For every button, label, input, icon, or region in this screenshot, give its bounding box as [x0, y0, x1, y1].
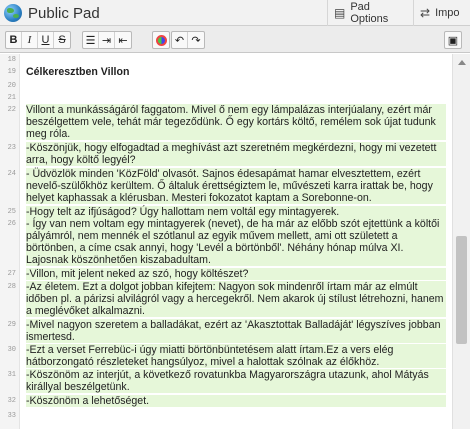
globe-icon [4, 4, 22, 22]
line-number: 25 [7, 208, 16, 216]
line-text[interactable]: -Köszönöm a lehetőséget. [26, 395, 446, 407]
save-group [444, 31, 462, 49]
line-text[interactable]: -Villon, mit jelent neked az szó, hogy költészet? [26, 268, 446, 280]
line-number: 32 [7, 397, 16, 405]
pad-title: Public Pad [28, 4, 100, 22]
line-text[interactable]: -Ezt a verset Ferrebüc-i úgy miatti börtönbüntetésem alatt írtam.Ez a vers elég hátborzongató részleteket hangsúlyoz, mivel a halottak szólnak az élőkhöz. [26, 344, 446, 368]
swap-arrows-icon: ⇄ [420, 6, 431, 20]
brand [4, 3, 100, 23]
line-number: 29 [7, 321, 16, 329]
bullet-list-icon[interactable]: ☰ [83, 32, 99, 48]
line-text[interactable]: - Így van nem voltam egy mintagyerek (nevet), de ha már az előbb szót ejtettünk a költői pályámról, nem mennék el szótlanul az egyik művem mellett, ami ott született a börtönben, a címe csak annyi, hogy 'Levél a börtönből'. Néhány hónap múlva XI. Lajosnak köszönhetően kiszabadultam. [26, 218, 446, 266]
pad-editor[interactable] [0, 54, 470, 429]
text-style-group [5, 31, 71, 49]
bold-button[interactable]: B [6, 32, 22, 48]
line-text[interactable]: -Köszönjük, hogy elfogadtad a meghívást azt szeretném megkérdezni, hogy mi vezetett arra, hogy költő legyél? [26, 142, 446, 166]
line-number: 22 [7, 106, 16, 114]
undo-icon[interactable]: ↶ [172, 32, 188, 48]
save-revision-icon[interactable]: ▣ [447, 34, 459, 47]
line-number: 28 [7, 283, 16, 291]
line-text[interactable]: -Mivel nagyon szeretem a balladákat, ezért az 'Akasztottak Balladáját' légyszíves jobban ismertesd. [26, 319, 446, 343]
line-number: 30 [7, 346, 16, 354]
line-number: 20 [7, 82, 16, 90]
line-number: 27 [7, 270, 16, 278]
line-number: 24 [7, 170, 16, 178]
line-number: 21 [7, 94, 16, 102]
scroll-up-arrow-icon[interactable] [458, 60, 466, 65]
italic-button[interactable]: I [22, 32, 38, 48]
line-number: 23 [7, 144, 16, 152]
line-text[interactable]: -Hogy telt az ifjúságod? Úgy hallottam nem voltál egy mintagyerek. [26, 206, 446, 218]
redo-icon[interactable]: ↷ [191, 34, 201, 47]
strikethrough-button[interactable]: S [58, 34, 66, 46]
line-text[interactable]: -Az életem. Ezt a dolgot jobban kifejtem: Nagyon sok mindenről írtam már az elmúlt időben pl. a párizsi alvilágról vagy a hercegekről. Nem akarok új stílust létrehozni, hanem a meglévőket alkalmazni. [26, 281, 446, 317]
color-group [152, 31, 170, 49]
outdent-icon[interactable]: ⇤ [118, 34, 128, 47]
line-number: 19 [7, 68, 16, 76]
import-label: Impo [435, 7, 460, 19]
line-text[interactable]: Célkeresztben Villon [26, 66, 130, 78]
pad-options-label: Pad Options [350, 1, 389, 25]
pad-options-button[interactable] [327, 0, 413, 26]
line-text[interactable]: - Üdvözlök minden 'KözFöld' olvasót. Sajnos édesapámat hamar elvesztettem, ezért nevelő-szülőkhöz kerültem. Ő általuk érettségiztem le, művészeti karra irattak be, hogy helyet kaphassak a klérusban. Mesteri fokozatot kaptam a Sorebonne-on. [26, 168, 446, 204]
document-icon: ▤ [334, 6, 346, 20]
line-number: 26 [7, 220, 16, 228]
indent-icon[interactable]: ⇥ [99, 32, 115, 48]
clear-authorship-colors-icon[interactable] [153, 32, 169, 48]
scrollbar-thumb[interactable] [456, 236, 467, 344]
underline-button[interactable]: U [38, 32, 54, 48]
line-number: 31 [7, 371, 16, 379]
import-button[interactable] [413, 0, 470, 26]
list-group [82, 31, 132, 49]
editor-scrollbar[interactable] [452, 54, 470, 429]
line-number: 33 [7, 412, 16, 420]
top-bar [0, 0, 470, 26]
history-group [171, 31, 205, 49]
line-text[interactable]: Villont a munkásságáról faggatom. Mivel ő nem egy lámpalázas interjúalany, ezért már beszélgettem vele, tehát már tegeződünk. Ő egy kortárs költő, remélem sok újat tudunk meg róla. [26, 104, 446, 140]
format-toolbar [0, 26, 470, 53]
line-text[interactable]: -Köszönöm az interjút, a következő rovatunkba Magyarországra utazunk, ahol Mátyás királlyal beszélgetünk. [26, 369, 446, 393]
line-number: 18 [7, 56, 16, 64]
